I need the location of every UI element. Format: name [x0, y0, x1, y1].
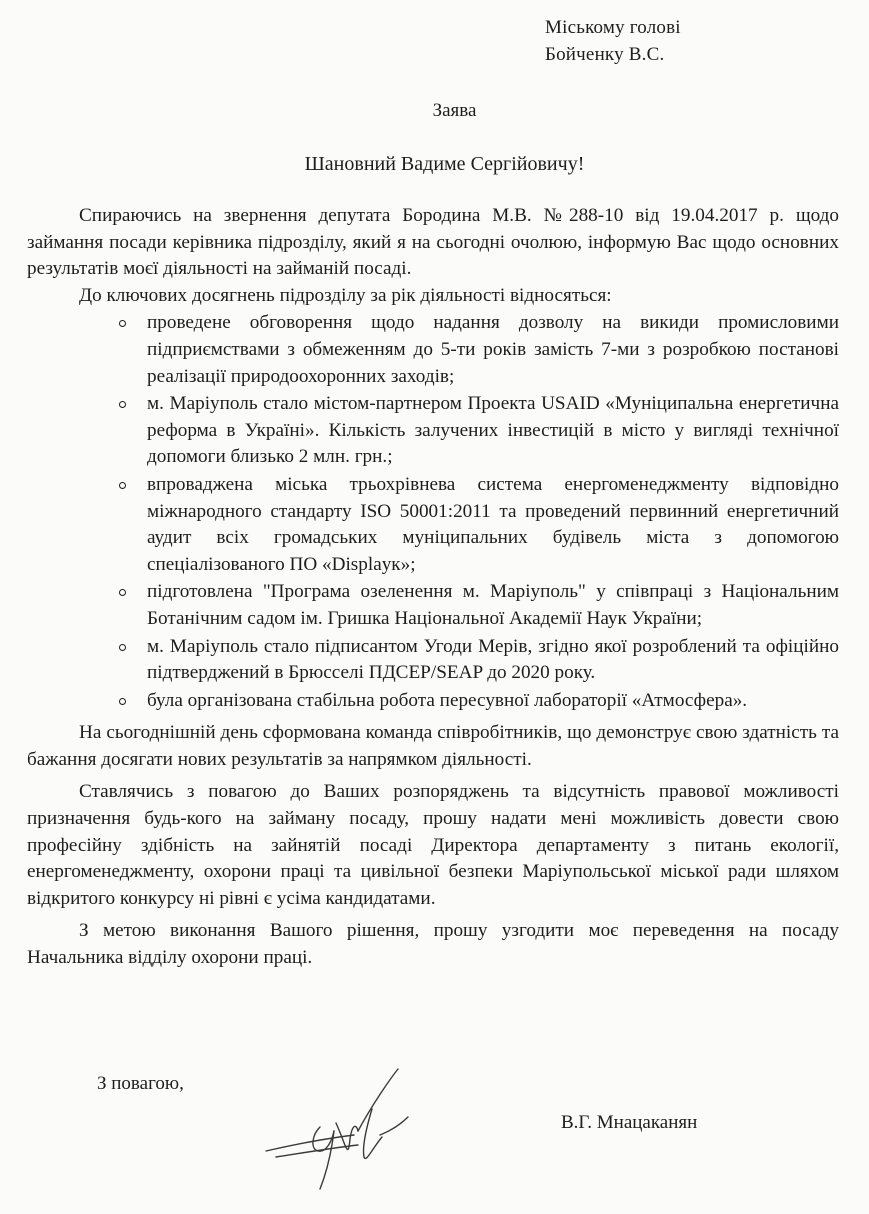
letter-body: [27, 203, 839, 972]
bullet-icon: [119, 482, 126, 489]
signer-name: В.Г. Мнацаканян: [561, 1112, 698, 1133]
bullet-icon: [119, 320, 126, 327]
list-item: [147, 688, 839, 715]
document-title: Заява: [432, 100, 477, 121]
intro-paragraph: Спираючись на звернення депутата Бородина М.В. №288-10 від 19.04.2017 р. щодо займання посади керівника підрозділу, який я на сьогодні очолюю, інформую Вас щодо основних результатів моєї діяльності на займаній посаді.: [27, 205, 839, 280]
bullet-icon: [119, 644, 126, 651]
bullet-icon: [119, 698, 126, 705]
list-item: [147, 634, 839, 687]
bullet-icon: [119, 589, 126, 596]
salutation: Шановний Вадиме Сергійовичу!: [304, 153, 585, 175]
addressee-name: Бойченку В.С.: [545, 44, 665, 65]
list-item: [147, 472, 839, 578]
request-paragraph: Ставлячись з повагою до Ваших розпоряджень та відсутність правової можливості призначення будь-кого на займану посаду, прошу надати мені можливість довести свою професійну здібність на зайнятій посаді Директора департаменту з питань екології, енергоменеджменту, охорони праці та цивільної безпеки Маріупольської міської ради шляхом відкритого конкурсу ні рівні є усіма кандидатами.: [27, 781, 839, 909]
bullet-icon: [119, 401, 126, 408]
signature-image: [262, 1065, 422, 1195]
list-item: [147, 391, 839, 471]
achievements-intro: До ключових досягнень підрозділу за рік діяльності відносяться:: [79, 284, 612, 306]
list-item-text: проведене обговорення щодо надання дозволу на викиди промисловими підприємствами з обмеженням до 5-ти років замість 7-ми з розробкою постанові реалізації природоохоронних заходів;: [147, 312, 839, 387]
transfer-paragraph: З метою виконання Вашого рішення, прошу узгодити моє переведення на посаду Начальника відділу охорони праці.: [27, 920, 839, 969]
closing-phrase: З повагою,: [97, 1073, 184, 1094]
list-item: [147, 579, 839, 632]
team-paragraph: На сьогоднішній день сформована команда співробітників, що демонструє свою здатність та бажання досягати нових результатів за напрямком діяльності.: [27, 722, 839, 770]
list-item-text: м. Маріуполь стало містом-партнером Проекта USAID «Муніципальна енергетична реформа в Україні». Кількість залучених інвестицій в місто у вигляді технічної допомоги близько 2 млн. грн.;: [147, 393, 839, 468]
list-item-text: була організована стабільна робота пересувної лабораторії «Атмосфера».: [147, 689, 748, 711]
addressee-block: [545, 14, 681, 68]
addressee-position: Міському голові: [545, 17, 681, 38]
list-item-text: впроваджена міська трьохрівнева система енергоменеджменту відповідно міжнародного стандарту ISO 50001:2011 та проведений первинний енергетичний аудит всіх громадських муніципальних будівель міста з допомогою спеціалізованого ПО «Displayк»;: [147, 473, 839, 575]
list-item-text: підготовлена "Програма озеленення м. Маріуполь" у співпраці з Національним Ботанічним садом ім. Гришка Національної Академії Наук України;: [147, 581, 839, 629]
achievements-list: [27, 310, 839, 714]
list-item: [147, 310, 839, 390]
list-item-text: м. Маріуполь стало підписантом Угоди Мерів, згідно якої розроблений та офіційно підтверджений в Брюсселі ПДСЕР/SEAP до 2020 року.: [147, 635, 839, 684]
